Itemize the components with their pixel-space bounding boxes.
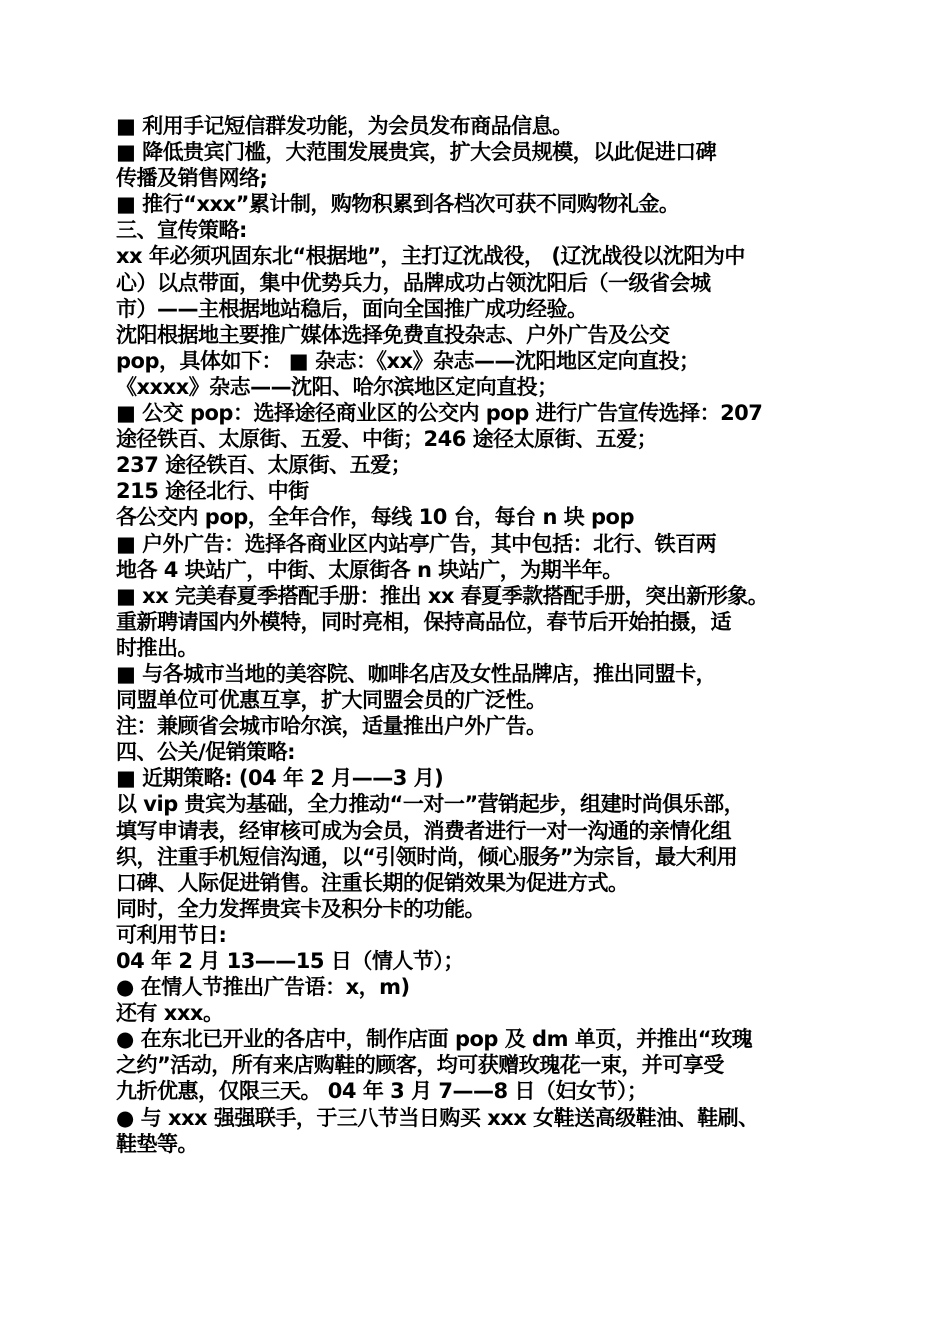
- text-line: 传播及销售网络;: [116, 166, 268, 191]
- text-line: 四、公关/促销策略:: [116, 740, 296, 765]
- text-line: 重新聘请国内外模特，同时亮相，保持高品位，春节后开始拍摄，适: [116, 609, 731, 634]
- text-line: 时推出。: [116, 635, 198, 660]
- text-line: ■ 户外广告：选择各商业区内站亭广告，其中包括：北行、铁百两: [116, 531, 717, 556]
- text-line: pop，具体如下： ■ 杂志：《xx》杂志——沈阳地区定向直投；: [116, 348, 700, 373]
- text-line: 填写申请表，经审核可成为会员，消费者进行一对一沟通的亲情化组: [116, 818, 731, 843]
- text-line: 237 途径铁百、太原街、五爱；: [116, 453, 412, 478]
- text-line: 心）以点带面，集中优势兵力，品牌成功占领沈阳后（一级省会城: [116, 270, 711, 295]
- text-line: 织，注重手机短信沟通，以“引领时尚，倾心服务”为宗旨，最大利用: [116, 844, 738, 869]
- text-line: ● 在东北已开业的各店中，制作店面 pop 及 dm 单页，并推出“玫瑰: [116, 1027, 753, 1052]
- text-line: 《xxxx》杂志——沈阳、哈尔滨地区定向直投；: [116, 374, 558, 399]
- text-line: xx 年必须巩固东北“根据地”，主打辽沈战役， (辽沈战役以沈阳为中: [116, 244, 745, 269]
- text-line: ■ 利用手记短信群发功能，为会员发布商品信息。: [116, 114, 573, 138]
- text-line: ■ 近期策略: (04 年 2 月——3 月): [116, 766, 444, 791]
- text-line: 同时，全力发挥贵宾卡及积分卡的功能。: [116, 896, 485, 921]
- text-line: ■ xx 完美春夏季搭配手册：推出 xx 春夏季款搭配手册，突出新形象。: [116, 583, 769, 608]
- text-line: ● 与 xxx 强强联手，于三八节当日购买 xxx 女鞋送高级鞋油、鞋刷、: [116, 1105, 759, 1130]
- text-line: ■ 公交 pop：选择途径商业区的公交内 pop 进行广告宣传选择：207: [116, 401, 763, 426]
- text-line: 215 途径北行、中街: [116, 479, 309, 504]
- text-line: 九折优惠，仅限三天。 04 年 3 月 7——8 日（妇女节）；: [116, 1079, 648, 1104]
- text-line: 各公交内 pop，全年合作，每线 10 台，每台 n 块 pop: [116, 505, 635, 530]
- text-line: 04 年 2 月 13——15 日（情人节）；: [116, 949, 464, 973]
- text-line: ● 在情人节推出广告语：x，m): [116, 975, 410, 1000]
- text-line: 以 vip 贵宾为基础，全力推动“一对一”营销起步，组建时尚俱乐部，: [116, 792, 745, 817]
- text-line: 途径铁百、太原街、五爱、中街；246 途径太原街、五爱；: [116, 427, 658, 452]
- text-line: 口碑、人际促进销售。注重长期的促销效果为促进方式。: [116, 870, 629, 895]
- text-line: ■ 推行“xxx”累计制，购物积累到各档次可获不同购物礼金。: [116, 192, 680, 217]
- text-line: 沈阳根据地主要推广媒体选择免费直投杂志、户外广告及公交: [116, 322, 670, 347]
- text-line: 注：兼顾省会城市哈尔滨，适量推出户外广告。: [116, 714, 547, 739]
- text-line: 市）——主根据地站稳后，面向全国推广成功经验。: [116, 296, 588, 321]
- text-line: 还有 xxx。: [116, 1001, 224, 1026]
- text-line: 之约”活动，所有来店购鞋的顾客，均可获赠玫瑰花一束，并可享受: [116, 1053, 724, 1078]
- text-line: 地各 4 块站广，中街、太原街各 n 块站广，为期半年。: [116, 557, 623, 582]
- text-line: ■ 与各城市当地的美容院、咖啡名店及女性品牌店，推出同盟卡，: [116, 661, 717, 686]
- document-body: [116, 113, 846, 1157]
- text-line: 三、宣传策略:: [116, 218, 247, 243]
- text-line: 同盟单位可优惠互享，扩大同盟会员的广泛性。: [116, 688, 547, 713]
- text-line: 鞋垫等。: [116, 1131, 198, 1156]
- text-line: ■ 降低贵宾门槛，大范围发展贵宾，扩大会员规模，以此促进口碑: [116, 140, 717, 165]
- text-line: 可利用节日:: [116, 922, 227, 947]
